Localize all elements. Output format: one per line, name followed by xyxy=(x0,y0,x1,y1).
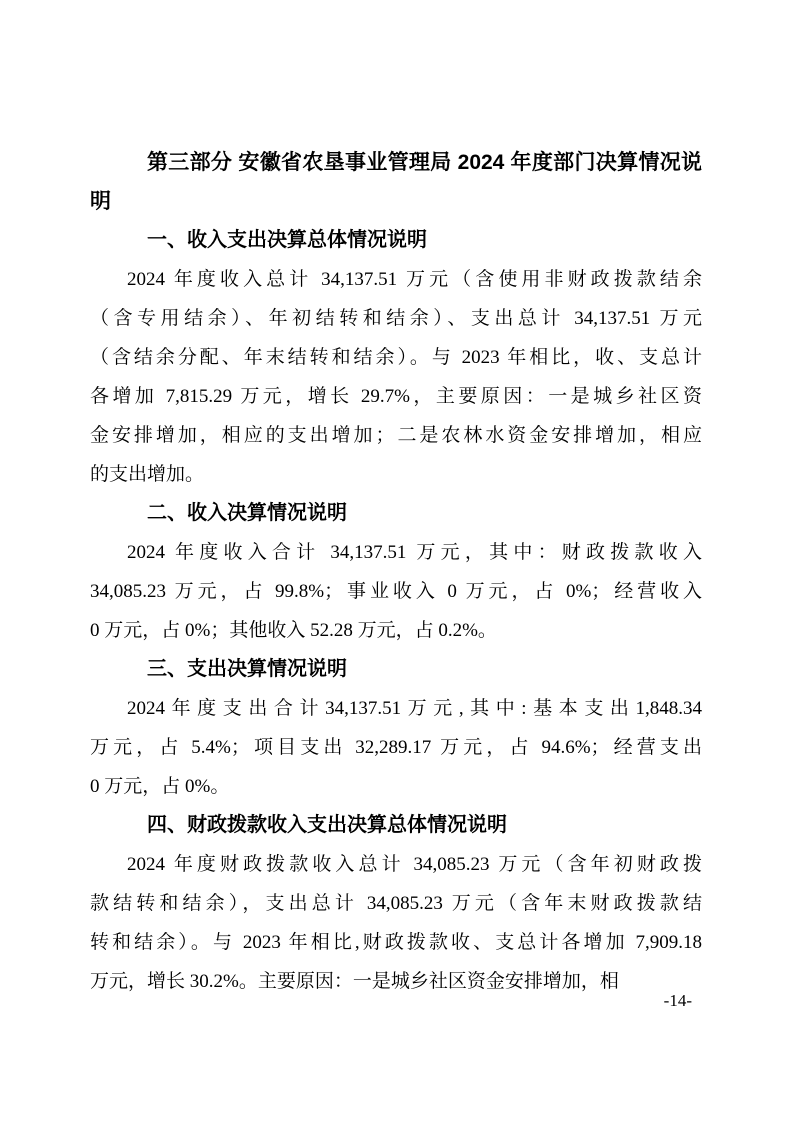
body-line: 万元，增长 30.2%。主要原因：一是城乡社区资金安排增加，相 xyxy=(90,971,619,992)
body-line: 2024 年度收入总计 34,137.51 万元（含使用非财政拨款结余 xyxy=(127,269,702,290)
body-line: 的支出增加。 xyxy=(90,464,205,485)
body-line: 2024 年度财政拨款收入总计 34,085.23 万元（含年初财政拨 xyxy=(127,854,702,875)
body-line: （含专用结余）、年初结转和结余）、支出总计 34,137.51 万元 xyxy=(90,308,702,329)
page-number: -14- xyxy=(663,991,692,1010)
section-heading-2: 二、收入决算情况说明 xyxy=(147,502,347,524)
body-line: 34,085.23 万元，占 99.8%；事业收入 0 万元，占 0%；经营收入 xyxy=(90,581,702,602)
section-heading-1: 一、收入支出决算总体情况说明 xyxy=(147,229,427,251)
document-title-line-2: 明 xyxy=(90,190,111,213)
body-line: 0 万元，占 0%。 xyxy=(90,776,230,797)
body-line: 万元，占 5.4%；项目支出 32,289.17 万元，占 94.6%；经营支出 xyxy=(90,737,702,758)
body-line: 金安排增加，相应的支出增加；二是农林水资金安排增加，相应 xyxy=(90,425,702,446)
body-line: （含结余分配、年末结转和结余）。与 2023 年相比，收、支总计 xyxy=(90,347,702,368)
document-title-line-1: 第三部分 安徽省农垦事业管理局 2024 年度部门决算情况说 xyxy=(147,151,702,174)
body-line: 0 万元，占 0%；其他收入 52.28 万元，占 0.2%。 xyxy=(90,620,497,641)
body-line: 2024 年度收入合计 34,137.51 万元，其中：财政拨款收入 xyxy=(127,542,702,563)
body-line: 2024年度支出合计34,137.51万元,其中:基本支出1,848.34 xyxy=(127,698,702,719)
body-line: 款结转和结余），支出总计 34,085.23 万元（含年末财政拨款结 xyxy=(90,893,702,914)
body-line: 转和结余）。与 2023 年相比,财政拨款收、支总计各增加 7,909.18 xyxy=(90,932,702,953)
section-heading-3: 三、支出决算情况说明 xyxy=(147,658,347,680)
section-heading-4: 四、财政拨款收入支出决算总体情况说明 xyxy=(147,814,507,836)
body-line: 各增加 7,815.29 万元，增长 29.7%，主要原因：一是城乡社区资 xyxy=(90,386,702,407)
document-content xyxy=(90,143,702,1001)
